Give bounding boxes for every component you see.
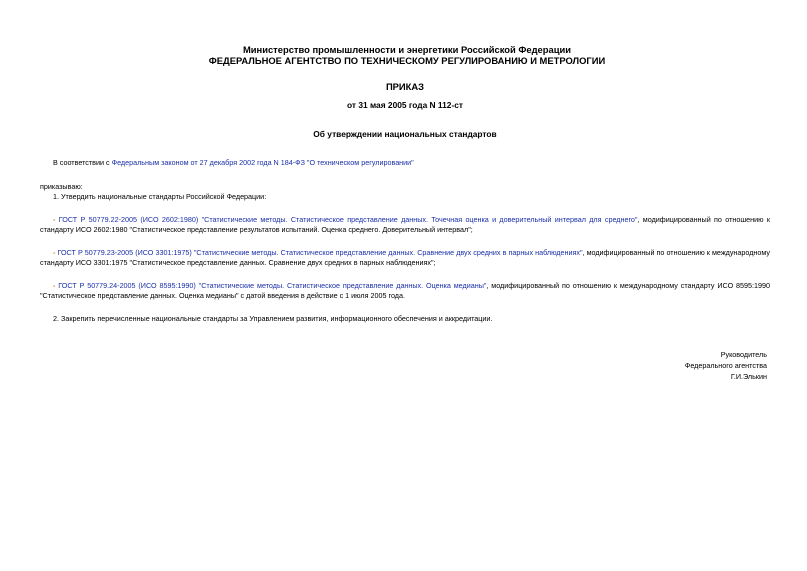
basis-prefix: В соответствии с — [53, 158, 112, 167]
standard-item — [40, 281, 770, 301]
order-subject: Об утверждении национальных стандартов — [313, 129, 497, 139]
standard-link-50779-22[interactable]: ГОСТ Р 50779.22-2005 (ИСО 2602:1980) "Статистические методы. Статистическое представление данных. Точечная оценка и доверительный интервал для среднего" — [58, 215, 638, 224]
signature-block — [685, 349, 767, 382]
signature-position-line2: Федерального агентства — [684, 361, 767, 370]
standard-item — [40, 215, 770, 235]
agency-name: ФЕДЕРАЛЬНОЕ АГЕНТСТВО ПО ТЕХНИЧЕСКОМУ РЕГУЛИРОВАНИЮ И МЕТРОЛОГИИ — [208, 55, 606, 66]
item-marker: - — [53, 281, 56, 290]
signature-position-line1: Руководитель — [720, 350, 767, 359]
standard-description: , модифицированный по отношению к стандарту ИСО 2602:1980 "Статистическое представление результатов испытаний. Оценка среднего. Доверительный интервал"; — [40, 215, 770, 234]
document-header — [44, 44, 770, 66]
document-body — [40, 44, 770, 324]
order-date: от 31 мая 2005 года N 112-ст — [346, 100, 463, 110]
order-title: ПРИКАЗ — [385, 81, 425, 92]
signature-name: Г.И.Элькин — [730, 372, 767, 381]
standard-link-50779-24[interactable]: ГОСТ Р 50779.24-2005 (ИСО 8595:1990) "Статистические методы. Статистическое представление данных. Оценка медианы" — [58, 281, 487, 290]
basis-paragraph — [40, 158, 770, 168]
point-1: 1. Утвердить национальные стандарты Российской Федерации: — [53, 192, 267, 201]
order-word: приказываю: — [40, 182, 83, 191]
item-marker: - — [53, 215, 56, 224]
standard-description: , модифицированный по отношению к международному стандарту ИСО 3301:1975 "Статистическое представление данных. Сравнение двух средних в парных наблюдениях"; — [40, 248, 770, 267]
item-marker: - — [53, 248, 56, 257]
standard-item — [40, 248, 770, 268]
standard-link-50779-23[interactable]: ГОСТ Р 50779.23-2005 (ИСО 3301:1975) "Статистические методы. Статистическое представление данных. Сравнение двух средних в парных наблюдениях" — [57, 248, 583, 257]
ministry-name: Министерство промышленности и энергетики Российской Федерации — [242, 44, 572, 55]
standard-description: , модифицированный по отношению к международному стандарту ИСО 8595:1990 "Статистическое представление данных. Оценка медианы" с датой введения в действие с 1 июля 2005 года. — [40, 281, 770, 300]
point-2: 2. Закрепить перечисленные национальные стандарты за Управлением развития, информационного обеспечения и аккредитации. — [53, 314, 493, 323]
federal-law-link[interactable]: Федеральным законом от 27 декабря 2002 года N 184-ФЗ "О техническом регулировании" — [111, 158, 414, 167]
